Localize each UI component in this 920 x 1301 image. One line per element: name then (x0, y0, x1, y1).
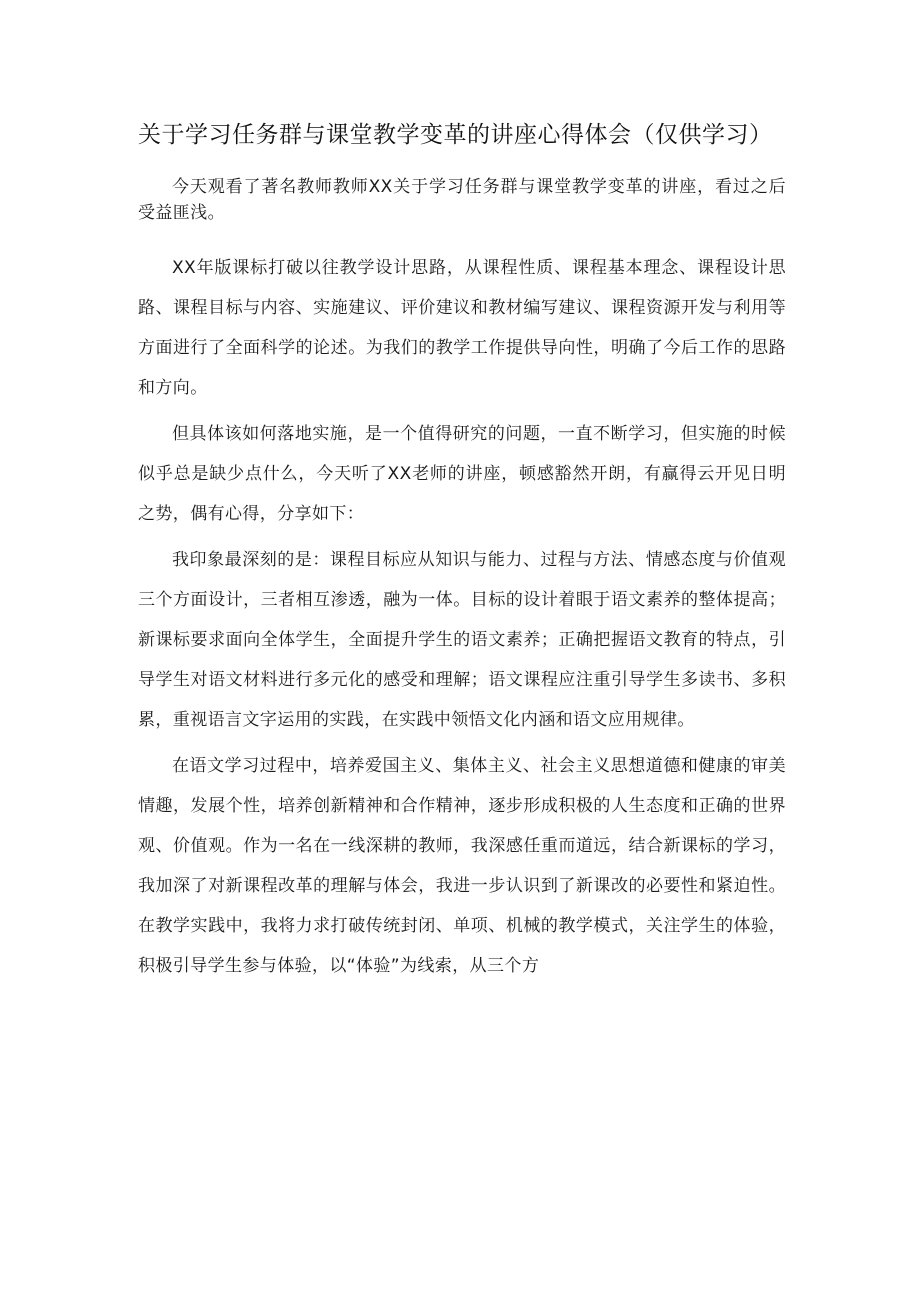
paragraph-curriculum-standard: XX年版课标打破以往教学设计思路，从课程性质、课程基本理念、课程设计思路、课程目标与内容、实施建议、评价建议和教材编写建议、课程资源开发与利用等方面进行了全面科学的论述。为我们的教学工作提供导向性，明确了今后工作的思路和方向。 (138, 258, 786, 398)
document-title: 关于学习任务群与课堂教学变革的讲座心得体会（仅供学习） (138, 122, 773, 148)
document-body (138, 174, 786, 992)
paragraph-learning-process: 在语文学习过程中，培养爱国主义、集体主义、社会主义思想道德和健康的审美情趣，发展个性，培养创新精神和合作精神，逐步形成积极的人生态度和正确的世界观、价值观。作为一名在一线深耕的教师，我深感任重而道远，结合新课标的学习，我加深了对新课程改革的理解与体会，我进一步认识到了新课改的必要性和紧迫性。在教学实践中，我将力求打破传统封闭、单项、机械的教学模式，关注学生的体验，积极引导学生参与体验，以“体验”为线索，从三个方 (138, 756, 786, 976)
paragraph-intro: 今天观看了著名教师教师XX关于学习任务群与课堂教学变革的讲座，看过之后受益匪浅。 (138, 177, 786, 223)
paragraph-implementation: 但具体该如何落地实施，是一个值得研究的问题，一直不断学习，但实施的时候似乎总是缺少点什么，今天听了XX老师的讲座，顿感豁然开朗，有赢得云开见日明之势，偶有心得，分享如下： (138, 424, 786, 524)
paragraph-course-goals: 我印象最深刻的是：课程目标应从知识与能力、过程与方法、情感态度与价值观三个方面设计，三者相互渗透，融为一体。目标的设计着眼于语文素养的整体提高；新课标要求面向全体学生，全面提升学生的语文素养；正确把握语文教育的特点，引导学生对语文材料进行多元化的感受和理解；语文课程应注重引导学生多读书、多积累，重视语言文字运用的实践，在实践中领悟文化内涵和语文应用规律。 (138, 550, 786, 730)
